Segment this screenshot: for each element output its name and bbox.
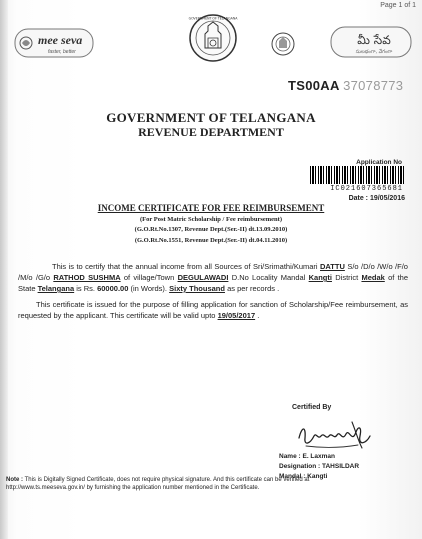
p1-text-c: of village/Town [123,273,175,282]
meeseva-logo-right [330,26,412,58]
valid-upto-date: 19/05/2017 [217,311,256,320]
p1-text-h: (in Words). [130,284,168,293]
p1-text-i: as per records . [227,284,280,293]
district-name: Medak [361,273,385,282]
barcode [310,166,404,184]
telangana-emblem [188,12,238,64]
cert-number: 37078773 [343,78,404,93]
emblem-text: GOVERNMENT OF TELANGANA [188,16,238,21]
certificate-paragraph-2: This certificate is issued for the purpose of filling application for sanction of Scholarship/Fee reimbursement, as requested by the applicant. This certificate will be valid upto 19/05/2017 . [18,300,408,320]
signer-name: Name : E. Laxman [279,453,335,460]
signature-image [296,418,376,452]
p1-text-f: of the State [18,273,409,293]
certificate-title: INCOME CERTIFICATE FOR FEE REIMBURSEMENT [97,203,325,213]
certificate-paragraph-1 [18,261,408,294]
p1-text-b: S/o /D/o /W/o /F/o /M/o /G/o [18,262,408,282]
issue-date: Date : 19/05/2016 [348,195,405,202]
p1-text-e: District [335,273,359,282]
signer-mandal: Mandal : Kangti [279,473,328,480]
note-text: This is Digitally Signed Certificate, does not require physical signature. And this certificate can be verified at http://www.ts.meeseva.gov.in/ by furnishing the application number mentioned in the Certificate. [6,477,310,491]
page-number: Page 1 of 1 [380,2,416,9]
logo-left-text: mee seva [38,33,83,47]
mandal-name: Kangti [308,273,332,282]
certificate-serial [288,78,403,93]
go-reference-1: (G.O.Rt.No.1307, Revenue Dept.(Ser.-II) dt.13.09.2010) [134,226,288,233]
meeseva-logo-left [14,28,94,58]
income-amount: 60000.00 [97,284,129,293]
p1-text-d: D.No Locality Mandal [231,273,306,282]
signer-designation [279,463,359,470]
logo-right-tagline: సులభంగా, వేగంగా [355,49,393,55]
application-number: IC021607365681 [330,185,403,193]
seal-icon [270,30,296,58]
government-heading: GOVERNMENT OF TELANGANA [106,110,316,125]
department-heading: REVENUE DEPARTMENT [138,125,284,139]
p2-text: This certificate is issued for the purpose of filling application for sanction of Scholarship/Fee reimbursement, as requested by the applicant. This certificate will be valid upto [18,300,408,320]
income-amount-words: Sixty Thousand [169,284,225,293]
p1-text-g: is Rs. [76,284,95,293]
village-name: DEGULAWADI [177,273,229,282]
certificate-subtitle: (For Post Matric Scholarship / Fee reimbursement) [139,216,282,223]
go-reference-2: (G.O.Rt.No.1551, Revenue Dept.(Ser.-II) dt.04.11.2010) [134,237,288,244]
cert-prefix: TS00AA [288,78,340,93]
applicant-name: DATTU [320,262,345,271]
note-label: Note : [6,477,23,483]
application-no-label: Application No [356,159,402,166]
footer-note [6,476,356,492]
logo-right-text: మీ సేవ [357,33,391,47]
certified-by-label: Certified By [292,404,332,411]
p1-text-a: This is to certify that the annual income from all Sources of Sri/Srimathi/Kumari [52,262,318,271]
designation-label: Designation : [279,463,321,470]
page-edge-shadow [0,0,8,539]
guardian-name: RATHOD SUSHMA [53,273,121,282]
state-name: Telangana [37,284,75,293]
designation-value: TAHSILDAR [321,463,360,470]
logo-left-tagline: faster, better [48,49,76,55]
